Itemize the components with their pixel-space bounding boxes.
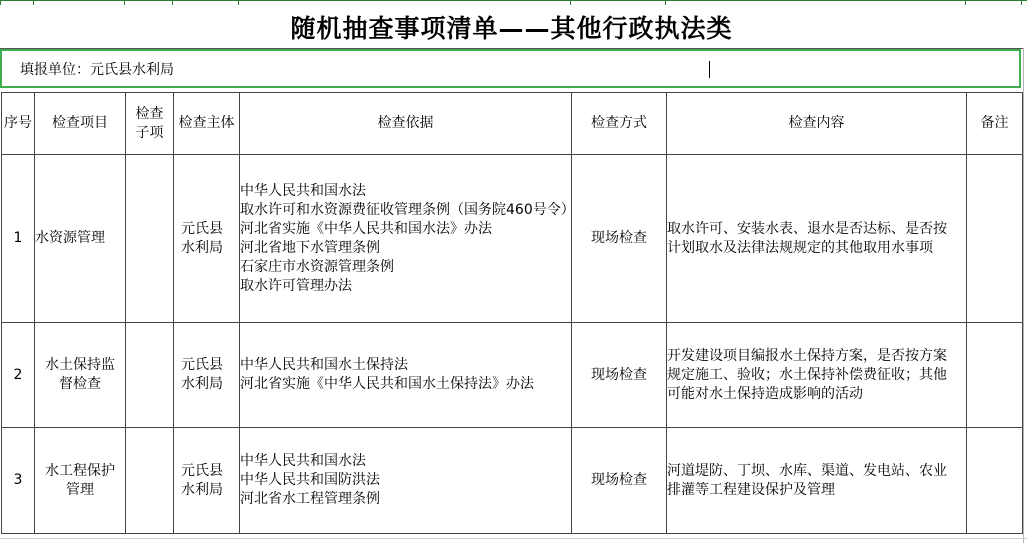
row-basis[interactable] — [240, 155, 575, 323]
basis-line: 石家庄市水资源管理条例 — [240, 258, 394, 275]
header-subitem-line2: 子项 — [135, 124, 164, 141]
column-tick — [0, 1, 1, 5]
column-tick — [665, 1, 666, 5]
sheet-title: 随机抽查事项清单——其他行政执法类 — [290, 14, 733, 43]
header-basis[interactable]: 检查依据 — [240, 93, 572, 155]
basis-line: 取水许可和水资源费征收管理条例（国务院460号令） — [240, 201, 575, 218]
table-row — [2, 155, 1023, 323]
row-subitem[interactable] — [126, 428, 174, 534]
basis-line: 取水许可管理办法 — [240, 277, 352, 294]
row-item[interactable]: 水工程保护管理 — [35, 428, 126, 534]
content-text: 取水许可、安装水表、退水是否达标、是否按计划取水及法律法规规定的其他取用水事项 — [667, 220, 947, 256]
row-remark[interactable] — [967, 323, 1023, 428]
row-method[interactable]: 现场检查 — [572, 155, 667, 323]
basis-line: 河北省水工程管理条例 — [240, 491, 380, 507]
basis-line: 河北省地下水管理条例 — [240, 239, 380, 256]
row-subject[interactable]: 元氏县水利局 — [174, 428, 240, 534]
row-content[interactable] — [667, 428, 967, 534]
sheet-right-edge — [1023, 48, 1024, 543]
header-remark[interactable]: 备注 — [967, 93, 1023, 155]
header-item[interactable]: 检查项目 — [35, 93, 126, 155]
row-subitem[interactable] — [126, 323, 174, 428]
column-tick — [965, 1, 966, 5]
header-content[interactable]: 检查内容 — [667, 93, 967, 155]
basis-line: 中华人民共和国水法 — [240, 182, 366, 199]
sheet-bottom-edge — [0, 538, 1027, 539]
header-no[interactable]: 序号 — [2, 93, 35, 155]
column-tick — [1021, 1, 1022, 5]
content-text: 河道堤防、丁坝、水库、渠道、发电站、农业排灌等工程建设保护及管理 — [667, 462, 947, 498]
row-remark[interactable] — [967, 155, 1023, 323]
header-row — [2, 93, 1023, 155]
column-tick — [33, 1, 34, 5]
basis-line: 河北省实施《中华人民共和国水法》办法 — [240, 220, 492, 237]
row-subitem[interactable] — [126, 155, 174, 323]
header-subitem[interactable] — [126, 93, 174, 155]
row-subject[interactable]: 元氏县水利局 — [174, 323, 240, 428]
text-cursor — [709, 61, 710, 78]
table-row — [2, 428, 1023, 534]
row-basis[interactable] — [240, 323, 572, 428]
inspection-table — [1, 92, 1023, 534]
row-method[interactable]: 现场检查 — [572, 428, 667, 534]
basis-line: 中华人民共和国防洪法 — [240, 472, 380, 488]
row-remark[interactable] — [967, 428, 1023, 534]
row-basis[interactable] — [240, 428, 572, 534]
header-subject[interactable]: 检查主体 — [174, 93, 240, 155]
reporting-unit: 填报单位：元氏县水利局 — [20, 61, 174, 78]
header-subitem-line1: 检查 — [135, 105, 164, 122]
column-tick — [570, 1, 571, 5]
column-tick — [238, 1, 239, 5]
basis-line: 中华人民共和国水土保持法 — [240, 357, 408, 373]
row-subject[interactable]: 元氏县水利局 — [174, 155, 240, 323]
header-method[interactable]: 检查方式 — [572, 93, 667, 155]
row-method[interactable]: 现场检查 — [572, 323, 667, 428]
title-row[interactable] — [0, 6, 1023, 49]
basis-line: 河北省实施《中华人民共和国水土保持法》办法 — [240, 376, 534, 392]
row-content[interactable] — [667, 155, 967, 323]
row-no[interactable]: 1 — [2, 155, 35, 323]
content-text: 开发建设项目编报水土保持方案，是否按方案规定施工、验收；水土保持补偿费征收；其他可能对水土保持造成影响的活动 — [667, 347, 947, 402]
unit-cell-selected[interactable] — [0, 49, 1021, 88]
row-item[interactable]: 水土保持监督检查 — [35, 323, 126, 428]
column-tick — [172, 1, 173, 5]
column-tick — [124, 1, 125, 5]
row-no[interactable]: 3 — [2, 428, 35, 534]
row-content[interactable] — [667, 323, 967, 428]
basis-line: 中华人民共和国水法 — [240, 453, 366, 469]
row-item[interactable]: 水资源管理 — [35, 155, 126, 323]
table-row — [2, 323, 1023, 428]
row-no[interactable]: 2 — [2, 323, 35, 428]
